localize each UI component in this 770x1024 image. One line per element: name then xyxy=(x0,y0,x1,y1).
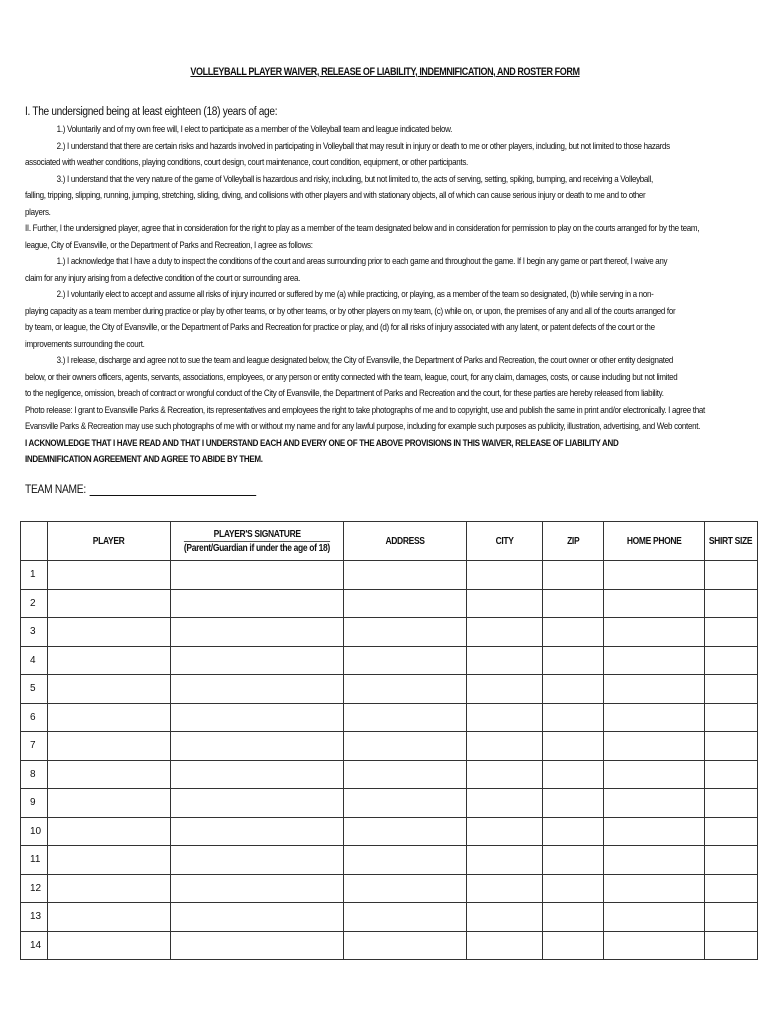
city-cell[interactable] xyxy=(466,589,542,618)
team-name-blank[interactable] xyxy=(89,483,256,496)
zip-cell[interactable] xyxy=(542,903,603,932)
zip-cell[interactable] xyxy=(542,760,603,789)
acknowledgement-line: INDEMNIFICATION AGREEMENT AND AGREE TO ABIDE BY THEM. xyxy=(25,454,263,464)
address-cell[interactable] xyxy=(343,732,466,761)
address-cell[interactable] xyxy=(343,903,466,932)
waiver-line: 3.) I understand that the very nature of the game of Volleyball is hazardous and risky, including, but not limited to, the acts of serving, setting, spiking, bumping, and receiving a Volleyball, xyxy=(56,173,653,184)
shirt-size-cell[interactable] xyxy=(704,561,757,590)
row-number-header xyxy=(21,522,48,561)
player-cell[interactable] xyxy=(48,675,171,704)
home-phone-cell[interactable] xyxy=(603,789,704,818)
row-number: 2 xyxy=(21,589,48,618)
home-phone-cell[interactable] xyxy=(603,703,704,732)
signature-cell[interactable] xyxy=(171,589,344,618)
row-number: 6 xyxy=(21,703,48,732)
player-cell[interactable] xyxy=(48,874,171,903)
address-cell[interactable] xyxy=(343,589,466,618)
home-phone-cell[interactable] xyxy=(603,618,704,647)
waiver-line: 1.) Voluntarily and of my own free will, I elect to participate as a member of the Volleyball team and league indicated below. xyxy=(56,124,453,134)
city-cell[interactable] xyxy=(466,732,542,761)
address-cell[interactable] xyxy=(343,931,466,960)
roster-row xyxy=(21,703,758,732)
zip-cell[interactable] xyxy=(542,874,603,903)
row-number: 12 xyxy=(21,874,48,903)
photo-release-line: Photo release: I grant to Evansville Parks & Recreation, its representatives and employees the right to take photographs of me and to copyright, use and publish the same in print and/or electronically. I agree that xyxy=(25,404,705,415)
waiver-line: 2.) I voluntarily elect to accept and assume all risks of injury incurred or suffered by me (a) while practicing, or playing, as a member of the team so designated, (b) while serving in a non- xyxy=(56,289,654,299)
city-cell[interactable] xyxy=(466,903,542,932)
signature-cell[interactable] xyxy=(171,817,344,846)
player-cell[interactable] xyxy=(48,760,171,789)
photo-release-line: Evansville Parks & Recreation may use such photographs of me with or without my name and for any lawful purpose, including for example such purposes as publicity, illustration, advertising, and Web content. xyxy=(25,421,701,431)
signature-cell[interactable] xyxy=(171,903,344,932)
row-number: 13 xyxy=(21,903,48,932)
player-cell[interactable] xyxy=(48,589,171,618)
acknowledgement-line: I ACKNOWLEDGE THAT I HAVE READ AND THAT I UNDERSTAND EACH AND EVERY ONE OF THE ABOVE PROVISIONS IN THIS WAIVER, RELEASE OF LIABILITY AND xyxy=(25,437,619,448)
waiver-line: 2.) I understand that there are certain risks and hazards involved in participating in Volleyball that may result in injury or death to me or other players, including, but not limited to those hazards xyxy=(56,140,670,151)
address-cell[interactable] xyxy=(343,703,466,732)
row-number: 4 xyxy=(21,646,48,675)
section-one-heading: I. The undersigned being at least eighteen (18) years of age: xyxy=(25,106,278,118)
player-cell[interactable] xyxy=(48,561,171,590)
signature-header: PLAYER'S SIGNATURE (Parent/Guardian if under the age of 18) xyxy=(171,522,344,561)
waiver-line: 3.) I release, discharge and agree not to sue the team and league designated below, the City of Evansville, the Department of Parks and Recreation, the court owner or other entity designated xyxy=(56,355,674,365)
waiver-line: playing capacity as a team member during practice or play by other teams, or by other teams, or by other players on my team, (c) while on, or upon, the premises of any and all of the courts arranged for xyxy=(25,305,676,316)
address-cell[interactable] xyxy=(343,675,466,704)
signature-cell[interactable] xyxy=(171,874,344,903)
roster-table xyxy=(20,521,758,960)
shirt-size-cell[interactable] xyxy=(704,789,757,818)
roster-row xyxy=(21,931,758,960)
zip-header: ZIP xyxy=(542,522,603,561)
city-cell[interactable] xyxy=(466,646,542,675)
roster-header-row xyxy=(21,522,758,561)
home-phone-cell[interactable] xyxy=(603,817,704,846)
team-name-field xyxy=(25,482,256,496)
waiver-line: falling, tripping, slipping, running, jumping, stretching, sliding, diving, and collisions with other players and with stationary objects, all of which can cause serious injury or death to me and to other xyxy=(25,190,646,200)
shirt-size-cell[interactable] xyxy=(704,618,757,647)
signature-cell[interactable] xyxy=(171,846,344,875)
address-cell[interactable] xyxy=(343,789,466,818)
signature-cell[interactable] xyxy=(171,675,344,704)
city-cell[interactable] xyxy=(466,675,542,704)
home-phone-cell[interactable] xyxy=(603,561,704,590)
waiver-text xyxy=(25,103,705,468)
roster-row xyxy=(21,589,758,618)
home-phone-cell[interactable] xyxy=(603,589,704,618)
roster-row xyxy=(21,760,758,789)
home-phone-cell[interactable] xyxy=(603,874,704,903)
player-cell[interactable] xyxy=(48,903,171,932)
roster-row xyxy=(21,874,758,903)
waiver-line: below, or their owners officers, agents, servants, associations, employees, or any person or entity connected with the team, league, court, for any claim, damages, costs, or cause including but not limited xyxy=(25,371,678,382)
waiver-line: players. xyxy=(25,206,51,217)
address-cell[interactable] xyxy=(343,874,466,903)
address-cell[interactable] xyxy=(343,561,466,590)
home-phone-cell[interactable] xyxy=(603,760,704,789)
signature-cell[interactable] xyxy=(171,703,344,732)
shirt-size-cell[interactable] xyxy=(704,760,757,789)
home-phone-cell[interactable] xyxy=(603,646,704,675)
waiver-line: improvements surrounding the court. xyxy=(25,338,145,349)
home-phone-cell[interactable] xyxy=(603,846,704,875)
roster-row xyxy=(21,675,758,704)
address-cell[interactable] xyxy=(343,646,466,675)
shirt-size-cell[interactable] xyxy=(704,646,757,675)
waiver-line: claim for any injury arising from a defective condition of the court or surrounding area. xyxy=(25,272,301,283)
address-cell[interactable] xyxy=(343,760,466,789)
zip-cell[interactable] xyxy=(542,561,603,590)
signature-cell[interactable] xyxy=(171,732,344,761)
shirt-size-cell[interactable] xyxy=(704,874,757,903)
player-cell[interactable] xyxy=(48,618,171,647)
shirt-size-header: SHIRT SIZE xyxy=(704,522,757,561)
signature-cell[interactable] xyxy=(171,760,344,789)
row-number: 9 xyxy=(21,789,48,818)
city-cell[interactable] xyxy=(466,874,542,903)
zip-cell[interactable] xyxy=(542,618,603,647)
city-cell[interactable] xyxy=(466,561,542,590)
zip-cell[interactable] xyxy=(542,703,603,732)
city-cell[interactable] xyxy=(466,846,542,875)
signature-cell[interactable] xyxy=(171,931,344,960)
home-phone-cell[interactable] xyxy=(603,931,704,960)
city-cell[interactable] xyxy=(466,703,542,732)
player-cell[interactable] xyxy=(48,846,171,875)
zip-cell[interactable] xyxy=(542,589,603,618)
roster-row xyxy=(21,789,758,818)
city-cell[interactable] xyxy=(466,817,542,846)
row-number: 1 xyxy=(21,561,48,590)
roster-row xyxy=(21,817,758,846)
signature-cell[interactable] xyxy=(171,618,344,647)
waiver-line: league, City of Evansville, or the Department of Parks and Recreation, I agree as follows: xyxy=(25,239,313,250)
address-cell[interactable] xyxy=(343,618,466,647)
row-number: 11 xyxy=(21,846,48,875)
shirt-size-cell[interactable] xyxy=(704,675,757,704)
address-cell[interactable] xyxy=(343,817,466,846)
zip-cell[interactable] xyxy=(542,646,603,675)
roster-body xyxy=(21,561,758,960)
signature-cell[interactable] xyxy=(171,646,344,675)
zip-cell[interactable] xyxy=(542,675,603,704)
roster-row xyxy=(21,903,758,932)
address-cell[interactable] xyxy=(343,846,466,875)
player-cell[interactable] xyxy=(48,703,171,732)
city-cell[interactable] xyxy=(466,789,542,818)
shirt-size-cell[interactable] xyxy=(704,703,757,732)
roster-row xyxy=(21,561,758,590)
row-number: 7 xyxy=(21,732,48,761)
zip-cell[interactable] xyxy=(542,846,603,875)
waiver-line: associated with weather conditions, playing conditions, court design, court maintenance, court condition, equipment, or other participants. xyxy=(25,157,468,167)
team-name-label: TEAM NAME: xyxy=(25,482,86,496)
signature-cell[interactable] xyxy=(171,561,344,590)
home-phone-cell[interactable] xyxy=(603,732,704,761)
home-phone-header: HOME PHONE xyxy=(603,522,704,561)
waiver-line: 1.) I acknowledge that I have a duty to inspect the conditions of the court and areas surrounding prior to each game and throughout the game. If I begin any game or part thereof, I waive any xyxy=(56,256,668,266)
zip-cell[interactable] xyxy=(542,931,603,960)
zip-cell[interactable] xyxy=(542,817,603,846)
city-cell[interactable] xyxy=(466,931,542,960)
home-phone-cell[interactable] xyxy=(603,675,704,704)
shirt-size-cell[interactable] xyxy=(704,846,757,875)
row-number: 3 xyxy=(21,618,48,647)
zip-cell[interactable] xyxy=(542,789,603,818)
player-header: PLAYER xyxy=(48,522,171,561)
roster-row xyxy=(21,646,758,675)
row-number: 5 xyxy=(21,675,48,704)
player-cell[interactable] xyxy=(48,931,171,960)
row-number: 14 xyxy=(21,931,48,960)
row-number: 10 xyxy=(21,817,48,846)
roster-row xyxy=(21,846,758,875)
city-cell[interactable] xyxy=(466,760,542,789)
shirt-size-cell[interactable] xyxy=(704,589,757,618)
signature-cell[interactable] xyxy=(171,789,344,818)
document-title: VOLLEYBALL PLAYER WAIVER, RELEASE OF LIABILITY, INDEMNIFICATION, AND ROSTER FORM xyxy=(190,66,580,78)
shirt-size-cell[interactable] xyxy=(704,732,757,761)
waiver-line: to the negligence, omission, breach of contract or wrongful conduct of the City of Evansville, the Department of Parks and Recreation and the court, for these parties are hereby released from liability. xyxy=(25,388,664,398)
waiver-line: by team, or league, the City of Evansville, or the Department of Parks and Recreation for practice or play, and (d) for all risks of injury associated with any latent, or patent defects of the court or the xyxy=(25,322,655,332)
zip-cell[interactable] xyxy=(542,732,603,761)
shirt-size-cell[interactable] xyxy=(704,903,757,932)
shirt-size-cell[interactable] xyxy=(704,931,757,960)
player-cell[interactable] xyxy=(48,817,171,846)
row-number: 8 xyxy=(21,760,48,789)
player-cell[interactable] xyxy=(48,732,171,761)
player-cell[interactable] xyxy=(48,646,171,675)
home-phone-cell[interactable] xyxy=(603,903,704,932)
city-cell[interactable] xyxy=(466,618,542,647)
shirt-size-cell[interactable] xyxy=(704,817,757,846)
roster-row xyxy=(21,618,758,647)
city-header: CITY xyxy=(466,522,542,561)
address-header: ADDRESS xyxy=(343,522,466,561)
roster-row xyxy=(21,732,758,761)
section-two-heading: II. Further, I the undersigned player, agree that in consideration for the right to play as a member of the team designated below and in consideration for permission to play on the courts arranged for by the team, xyxy=(25,223,700,233)
player-cell[interactable] xyxy=(48,789,171,818)
